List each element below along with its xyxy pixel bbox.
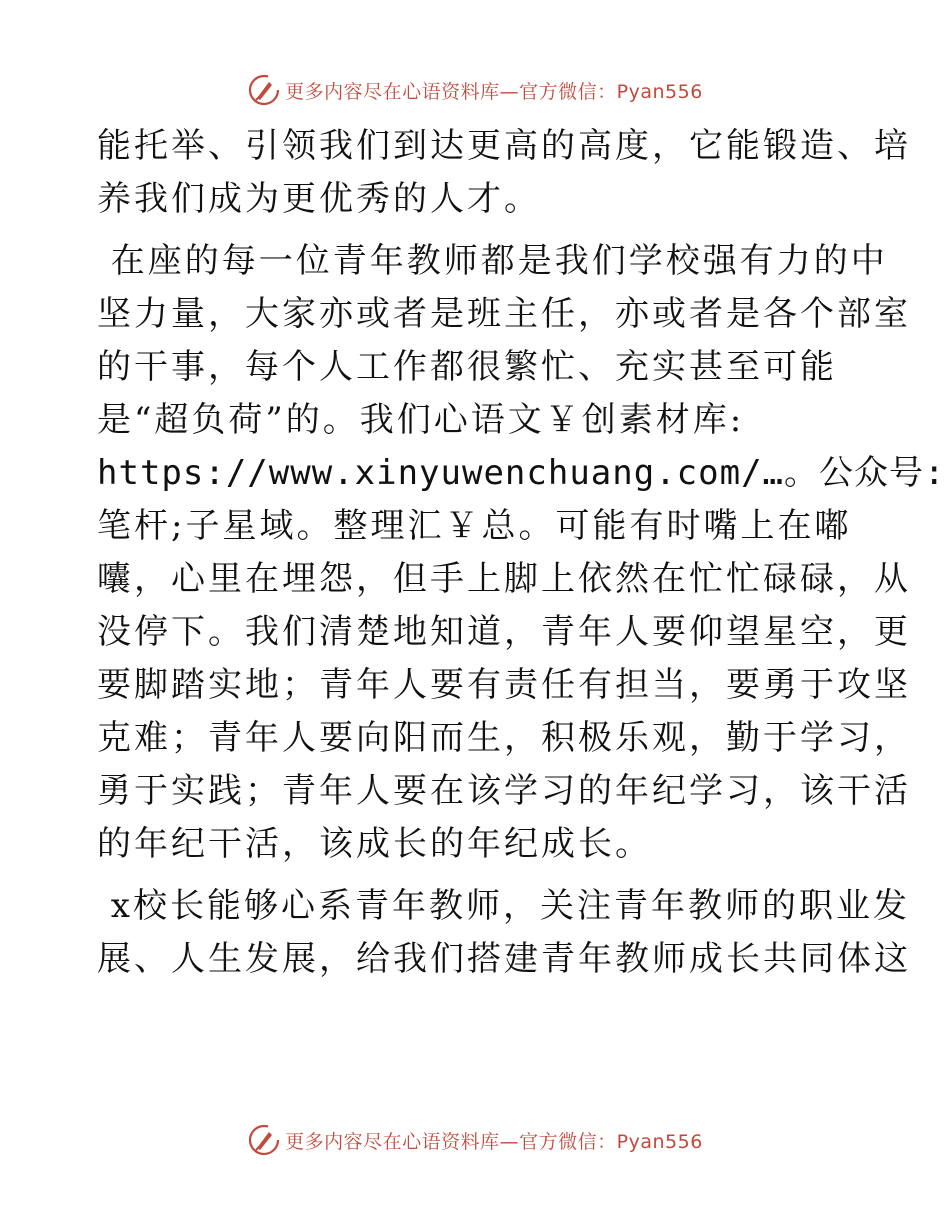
text-line: 的干事，每个人工作都很繁忙、充实甚至可能 <box>97 347 837 387</box>
document-body <box>97 120 946 986</box>
quill-logo-icon <box>247 73 281 107</box>
footer-banner-text: 更多内容尽在心语资料库 <box>285 1130 500 1153</box>
text-line: 坚力量，大家亦或者是班主任，亦或者是各个部室 <box>97 294 911 334</box>
text-line: 在座的每一位青年教师都是我们学校强有力的中 <box>97 241 888 281</box>
footer-wechat: 官方微信：Pyan556 <box>519 1130 703 1153</box>
footer-banner <box>0 1120 950 1160</box>
paragraph-3 <box>97 880 911 986</box>
text-line: x校长能够心系青年教师，关注青年教师的职业发 <box>97 886 910 926</box>
paragraph-2 <box>97 235 946 871</box>
paragraph-1 <box>97 120 911 226</box>
footer-dash: — <box>499 1130 520 1153</box>
text-line: 没停下。我们清楚地知道，青年人要仰望星空，更 <box>97 612 911 652</box>
header-dash: — <box>499 80 520 103</box>
text-line: 囔，心里在埋怨，但手上脚上依然在忙忙碌碌，从 <box>97 559 911 599</box>
header-wechat: 官方微信：Pyan556 <box>519 80 703 103</box>
text-line: 能托举、引领我们到达更高的高度，它能锻造、培 <box>97 126 911 166</box>
text-line: 展、人生发展，给我们搭建青年教师成长共同体这 <box>97 939 911 979</box>
header-banner-text: 更多内容尽在心语资料库 <box>285 80 500 103</box>
url-line: https://www.xinyuwenchuang.com/…。公众号: <box>97 453 946 493</box>
header-banner <box>0 70 950 110</box>
text-line: 要脚踏实地；青年人要有责任有担当，要勇于攻坚 <box>97 665 911 705</box>
text-line: 是“超负荷”的。我们心语文￥创素材库: <box>97 400 745 440</box>
quill-logo-icon <box>247 1123 281 1157</box>
text-line: 克难；青年人要向阳而生，积极乐观，勤于学习， <box>97 718 911 758</box>
text-line: 养我们成为更优秀的人才。 <box>97 179 541 219</box>
text-line: 勇于实践；青年人要在该学习的年纪学习，该干活 <box>97 771 911 811</box>
text-line: 的年纪干活，该成长的年纪成长。 <box>97 824 652 864</box>
text-line: 笔杆;子星域。整理汇￥总。可能有时嘴上在嘟 <box>97 506 852 546</box>
